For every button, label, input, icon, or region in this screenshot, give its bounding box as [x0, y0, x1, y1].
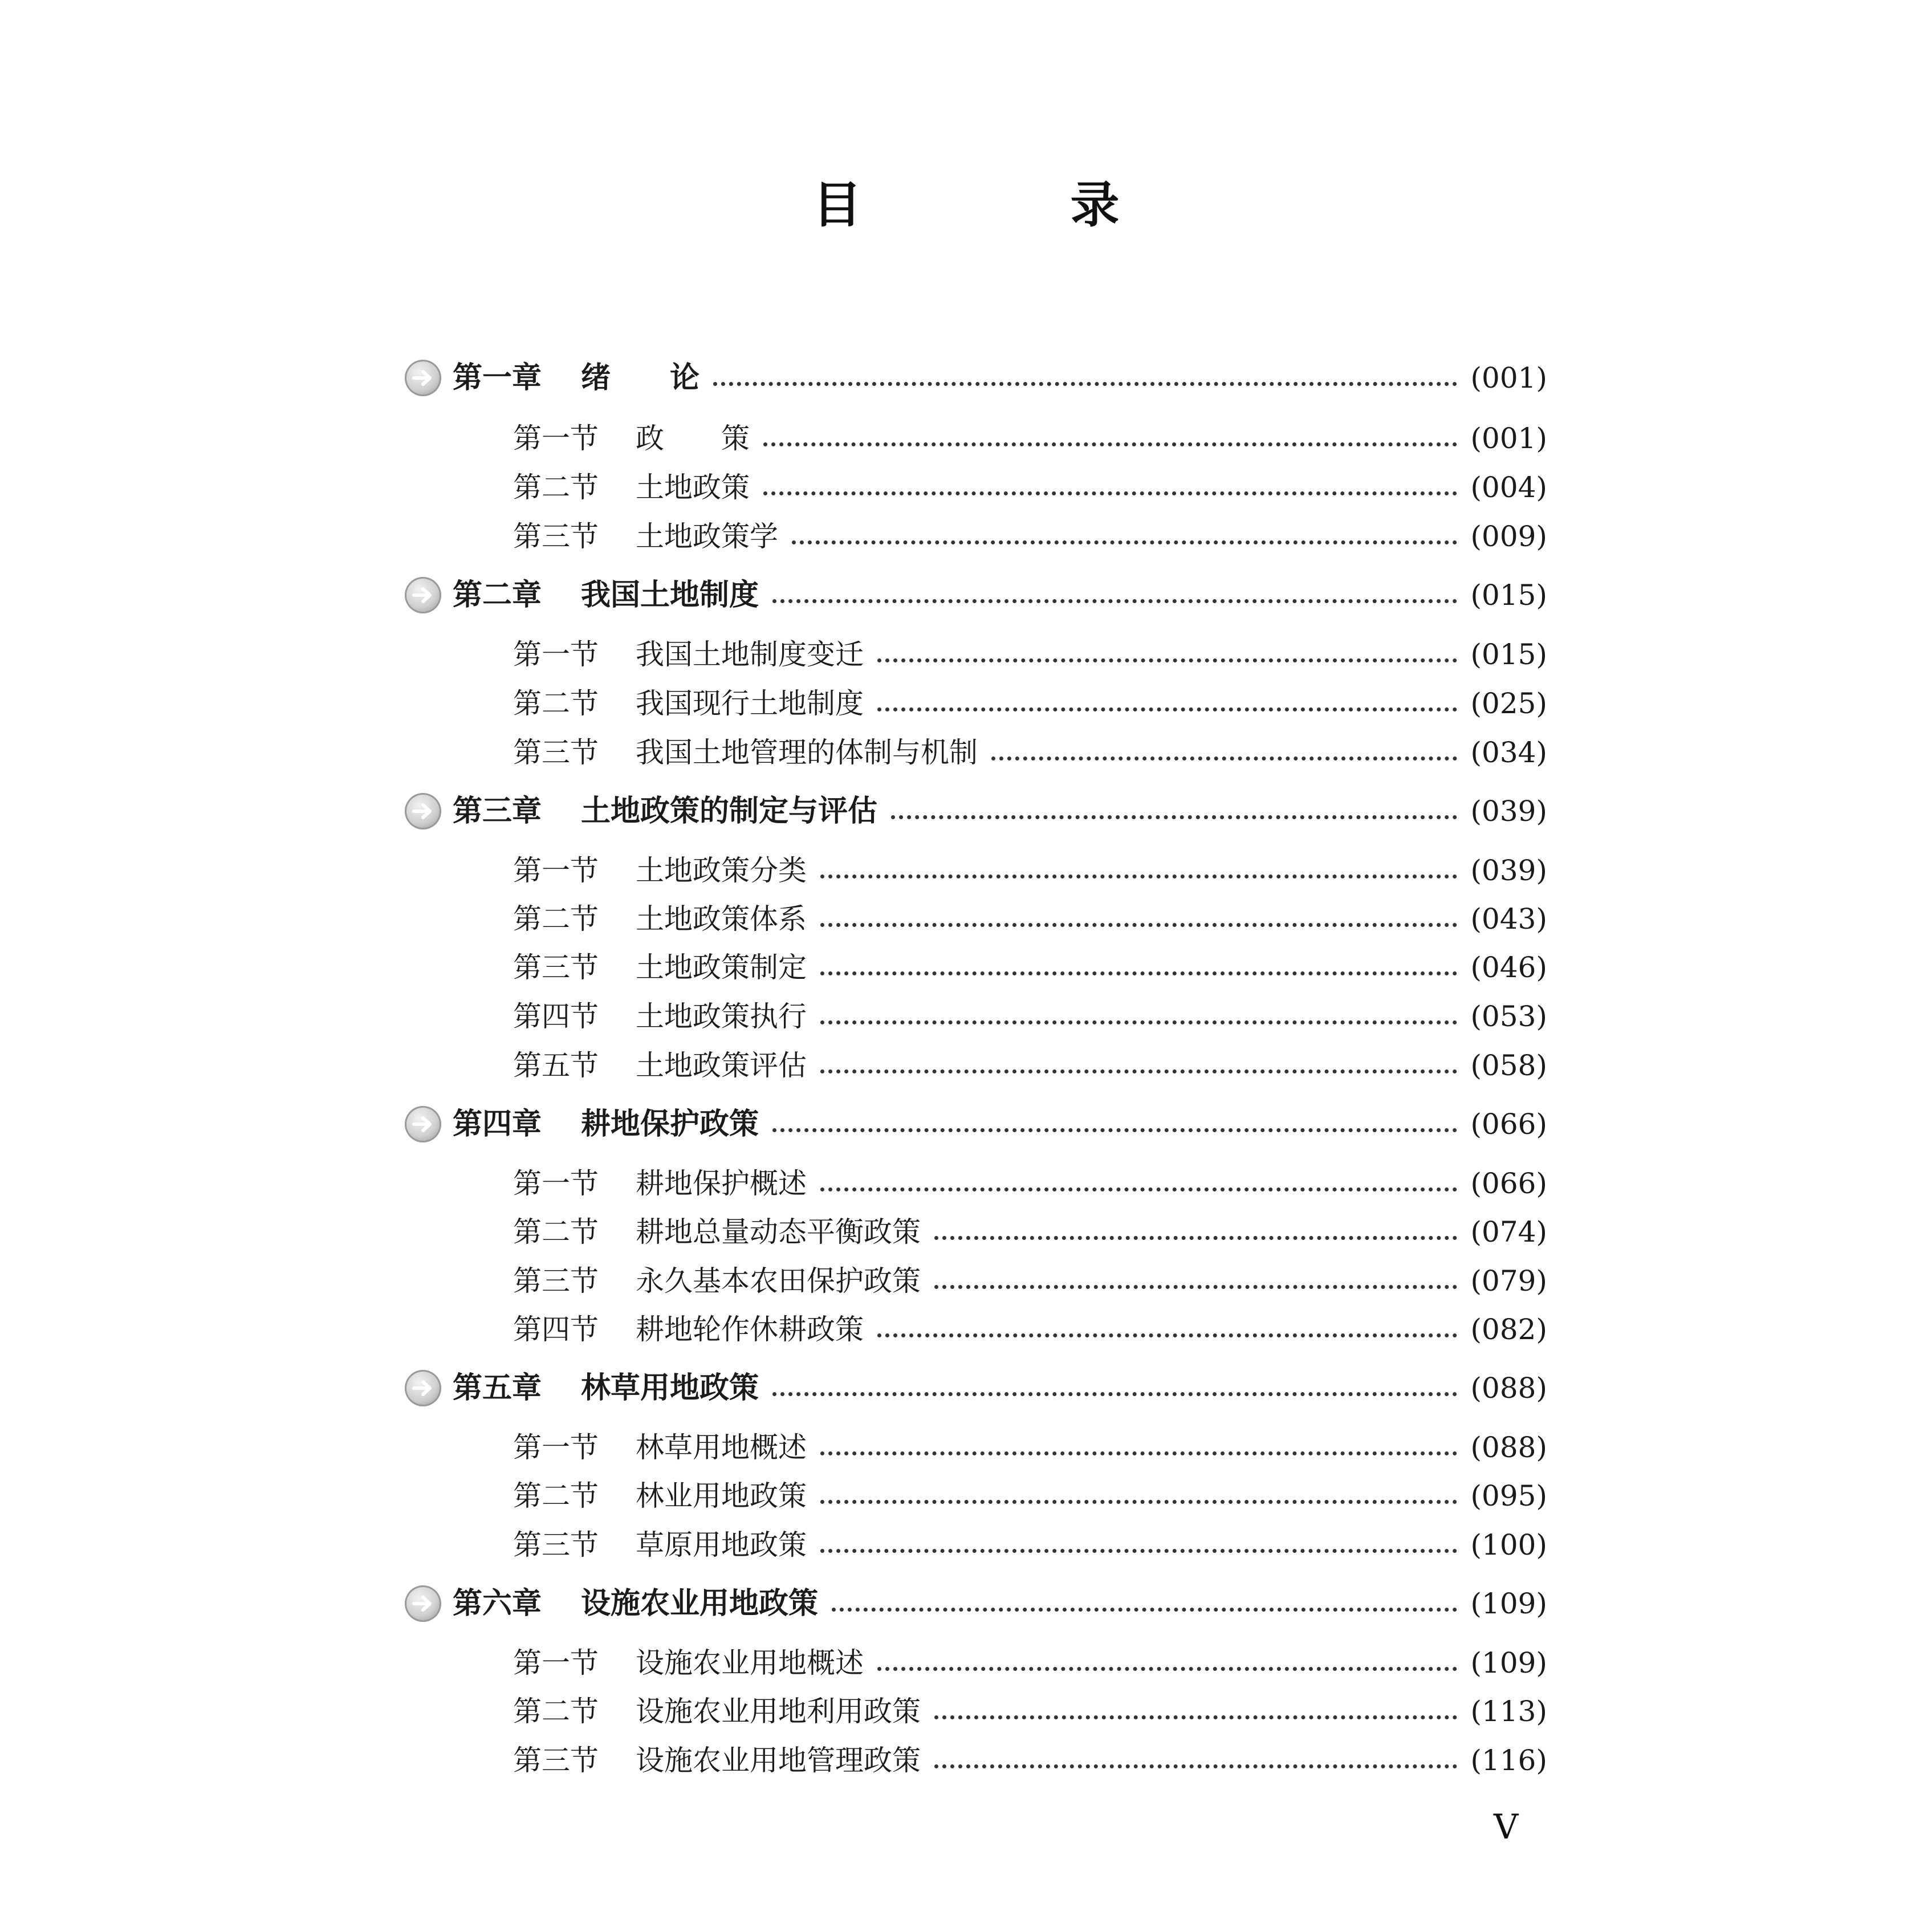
- dot-leader: [792, 540, 1457, 544]
- section-title: 土地政策评估: [636, 1049, 807, 1082]
- dot-leader: [772, 1128, 1457, 1132]
- dot-leader: [713, 382, 1457, 386]
- arrow-right-icon: [405, 793, 441, 829]
- section-title: 我国现行土地制度: [636, 687, 864, 720]
- arrow-right-icon: [405, 1585, 441, 1622]
- section-title: 永久基本农田保护政策: [636, 1264, 921, 1298]
- page-reference: (074): [1470, 1215, 1547, 1248]
- section-title: 设施农业用地概述: [636, 1646, 864, 1679]
- page-reference: (039): [1470, 795, 1547, 828]
- toc-section-row[interactable]: [513, 1638, 1547, 1687]
- toc-section-row[interactable]: [513, 679, 1547, 728]
- section-number: 第三节: [513, 1744, 599, 1777]
- toc-section-row[interactable]: [513, 1041, 1547, 1090]
- section-number: 第三节: [513, 520, 599, 553]
- chapter-number: 第二章: [453, 578, 542, 612]
- dot-leader: [891, 815, 1457, 819]
- dot-leader: [820, 971, 1457, 975]
- dot-leader: [772, 1392, 1457, 1396]
- toc-section-row[interactable]: [513, 463, 1547, 512]
- toc-section-row[interactable]: [513, 1471, 1547, 1520]
- section-number: 第一节: [513, 1646, 599, 1679]
- dot-leader: [877, 1667, 1457, 1671]
- dot-leader: [934, 1715, 1457, 1719]
- dot-leader: [820, 1069, 1457, 1073]
- dot-leader: [832, 1608, 1457, 1612]
- toc-section-row[interactable]: [513, 1305, 1547, 1354]
- page-reference: (088): [1470, 1431, 1547, 1464]
- page-reference: (066): [1470, 1108, 1547, 1141]
- dot-leader: [877, 1333, 1457, 1337]
- dot-leader: [877, 707, 1457, 711]
- toc-chapter-row[interactable]: [405, 571, 1547, 620]
- section-title: 设施农业用地管理政策: [636, 1744, 921, 1777]
- section-number: 第二节: [513, 1479, 599, 1512]
- arrow-right-icon: [405, 1106, 441, 1142]
- page-reference: (025): [1470, 687, 1547, 720]
- section-number: 第二节: [513, 687, 599, 720]
- dot-leader: [877, 658, 1457, 662]
- section-number: 第三节: [513, 951, 599, 984]
- toc-section-row[interactable]: [513, 1159, 1547, 1208]
- section-title: 土地政策制定: [636, 951, 807, 984]
- toc-chapter-row[interactable]: [405, 1100, 1547, 1149]
- section-number: 第三节: [513, 736, 599, 769]
- dot-leader: [820, 1500, 1457, 1504]
- chapter-number: 第六章: [453, 1587, 542, 1621]
- chapter-number: 第一章: [453, 361, 542, 395]
- section-title: 土地政策执行: [636, 1000, 807, 1033]
- section-number: 第一节: [513, 854, 599, 887]
- page-reference: (082): [1470, 1313, 1547, 1346]
- arrow-right-icon: [405, 360, 441, 396]
- toc-chapter-row[interactable]: [405, 1579, 1547, 1628]
- arrow-right-icon: [405, 577, 441, 613]
- toc-section-row[interactable]: [513, 992, 1547, 1041]
- dot-leader: [820, 875, 1457, 878]
- page-reference: (058): [1470, 1049, 1547, 1082]
- section-title: 我国土地制度变迁: [636, 638, 864, 671]
- chapter-title: 设施农业用地政策: [581, 1587, 819, 1621]
- dot-leader: [934, 1764, 1457, 1768]
- page-reference: (116): [1470, 1744, 1547, 1777]
- dot-leader: [934, 1236, 1457, 1240]
- page-reference: (039): [1470, 854, 1547, 887]
- section-number: 第四节: [513, 1313, 599, 1346]
- page-title: 目 录: [812, 177, 1199, 234]
- page-reference: (004): [1470, 471, 1547, 504]
- section-title: 草原用地政策: [636, 1528, 807, 1561]
- dot-leader: [934, 1285, 1457, 1289]
- dot-leader: [820, 1549, 1457, 1553]
- section-number: 第一节: [513, 1167, 599, 1200]
- dot-leader: [991, 756, 1457, 760]
- toc-section-row[interactable]: [513, 1256, 1547, 1305]
- section-title: 耕地总量动态平衡政策: [636, 1215, 921, 1248]
- page-reference: (043): [1470, 902, 1547, 936]
- page-reference: (001): [1470, 361, 1547, 394]
- page-reference: (100): [1470, 1528, 1547, 1561]
- toc-section-row[interactable]: [513, 1736, 1547, 1785]
- chapter-title: 绪 论: [581, 361, 700, 395]
- toc-section-row[interactable]: [513, 630, 1547, 679]
- page-reference: (053): [1470, 1000, 1547, 1033]
- section-number: 第一节: [513, 638, 599, 671]
- chapter-number: 第五章: [453, 1371, 542, 1405]
- chapter-title: 我国土地制度: [581, 578, 759, 612]
- section-title: 耕地保护概述: [636, 1167, 807, 1200]
- page-reference: (109): [1470, 1646, 1547, 1679]
- toc-section-row[interactable]: [513, 1423, 1547, 1472]
- toc-section-row[interactable]: [513, 1687, 1547, 1736]
- section-title: 土地政策分类: [636, 854, 807, 887]
- section-number: 第一节: [513, 422, 599, 455]
- dot-leader: [772, 599, 1457, 603]
- toc-section-row[interactable]: [513, 894, 1547, 943]
- arrow-right-icon: [405, 1370, 441, 1406]
- page-reference: (034): [1470, 736, 1547, 769]
- page-reference: (046): [1470, 951, 1547, 984]
- section-number: 第二节: [513, 902, 599, 936]
- dot-leader: [820, 1187, 1457, 1191]
- page-number: V: [1494, 1807, 1519, 1847]
- page-reference: (009): [1470, 520, 1547, 553]
- section-number: 第三节: [513, 1528, 599, 1561]
- section-title: 土地政策学: [636, 520, 778, 553]
- dot-leader: [820, 1020, 1457, 1024]
- section-number: 第二节: [513, 1695, 599, 1728]
- chapter-number: 第三章: [453, 794, 542, 828]
- dot-leader: [763, 442, 1457, 446]
- toc-section-row[interactable]: [513, 414, 1547, 463]
- section-title: 耕地轮作休耕政策: [636, 1313, 864, 1346]
- section-number: 第四节: [513, 1000, 599, 1033]
- toc-section-row[interactable]: [513, 943, 1547, 992]
- toc-section-row[interactable]: [513, 846, 1547, 895]
- page-reference: (109): [1470, 1587, 1547, 1620]
- page-reference: (113): [1470, 1695, 1547, 1728]
- section-title: 土地政策体系: [636, 902, 807, 936]
- toc-section-row[interactable]: [513, 1207, 1547, 1256]
- section-title: 林业用地政策: [636, 1479, 807, 1512]
- section-title: 政 策: [636, 422, 750, 455]
- dot-leader: [763, 491, 1457, 495]
- toc-section-row[interactable]: [513, 512, 1547, 561]
- section-number: 第一节: [513, 1431, 599, 1464]
- page-reference: (001): [1470, 422, 1547, 455]
- section-number: 第二节: [513, 1215, 599, 1248]
- chapter-title: 林草用地政策: [581, 1371, 759, 1405]
- section-number: 第五节: [513, 1049, 599, 1082]
- chapter-title: 耕地保护政策: [581, 1107, 759, 1141]
- page-reference: (079): [1470, 1264, 1547, 1298]
- chapter-title: 土地政策的制定与评估: [581, 794, 878, 828]
- page-reference: (015): [1470, 638, 1547, 671]
- toc-chapter-row[interactable]: [405, 787, 1547, 836]
- section-title: 设施农业用地利用政策: [636, 1695, 921, 1728]
- chapter-number: 第四章: [453, 1107, 542, 1141]
- toc-section-row[interactable]: [513, 1520, 1547, 1569]
- section-number: 第二节: [513, 471, 599, 504]
- dot-leader: [820, 1451, 1457, 1455]
- section-title: 我国土地管理的体制与机制: [636, 736, 978, 769]
- section-title: 林草用地概述: [636, 1431, 807, 1464]
- dot-leader: [820, 923, 1457, 927]
- section-number: 第三节: [513, 1264, 599, 1298]
- page-reference: (066): [1470, 1167, 1547, 1200]
- toc-section-row[interactable]: [513, 728, 1547, 777]
- section-title: 土地政策: [636, 471, 750, 504]
- toc-chapter-row[interactable]: [405, 353, 1547, 402]
- page-reference: (088): [1470, 1372, 1547, 1405]
- page-reference: (015): [1470, 579, 1547, 612]
- toc-chapter-row[interactable]: [405, 1364, 1547, 1413]
- page-reference: (095): [1470, 1479, 1547, 1512]
